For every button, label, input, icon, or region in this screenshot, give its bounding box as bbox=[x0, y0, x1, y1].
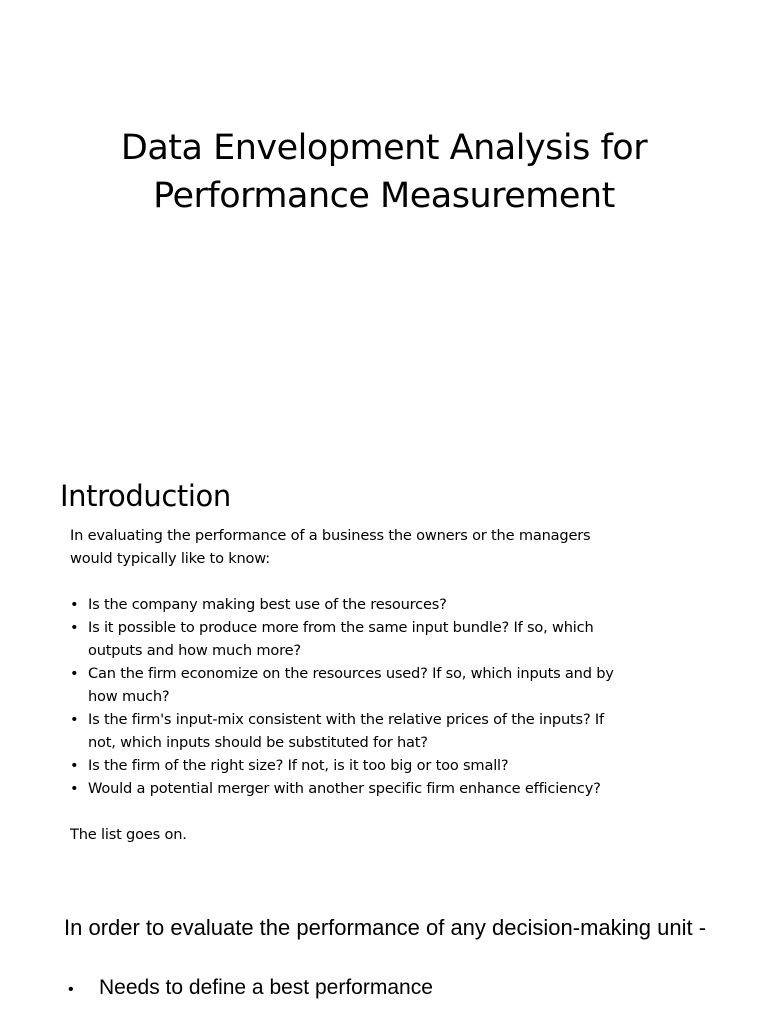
list-item-line-1: Is the company making best use of the resources? bbox=[88, 596, 447, 613]
list-item-line-1: Is it possible to produce more from the same input bundle? If so, which bbox=[88, 619, 594, 636]
intro-lead-line-1: In evaluating the performance of a business the owners or the managers bbox=[70, 527, 591, 544]
list-item bbox=[70, 754, 690, 777]
intro-lead-line-2: would typically like to know: bbox=[70, 550, 270, 567]
list-item-line-1: Is the firm's input-mix consistent with the relative prices of the inputs? If bbox=[88, 711, 604, 728]
list-item-line-1: Would a potential merger with another specific firm enhance efficiency? bbox=[88, 780, 601, 797]
next-slide-bullet bbox=[68, 973, 433, 1005]
list-item bbox=[70, 777, 690, 800]
list-item bbox=[70, 616, 690, 662]
paragraph-gap bbox=[70, 800, 690, 823]
introduction-body bbox=[70, 524, 690, 846]
list-item-line-1: Can the firm economize on the resources used? If so, which inputs and by bbox=[88, 665, 614, 682]
bullet-glyph: • bbox=[68, 981, 74, 998]
list-item-line-2: how much? bbox=[88, 688, 170, 705]
intro-closing: The list goes on. bbox=[70, 826, 187, 843]
next-slide-lead: In order to evaluate the performance of any decision-making unit - bbox=[64, 915, 707, 940]
bullet-glyph: • bbox=[70, 757, 79, 774]
bullet-glyph: • bbox=[70, 665, 79, 682]
list-item-line-1: Is the firm of the right size? If not, is it too big or too small? bbox=[88, 757, 509, 774]
list-item-line-2: not, which inputs should be substituted for hat? bbox=[88, 734, 428, 751]
slide-title-line-1: Data Envelopment Analysis for bbox=[120, 128, 648, 168]
bullet-glyph: • bbox=[70, 780, 79, 797]
next-slide-bullet-text: Needs to define a best performance bbox=[99, 976, 433, 999]
paragraph-gap bbox=[70, 570, 690, 593]
list-item bbox=[70, 593, 690, 616]
slide-title bbox=[0, 124, 768, 220]
list-item-line-2: outputs and how much more? bbox=[88, 642, 301, 659]
bullet-glyph: • bbox=[70, 711, 79, 728]
slide-title-line-2: Performance Measurement bbox=[153, 176, 615, 216]
question-list bbox=[70, 593, 690, 800]
introduction-heading: Introduction bbox=[60, 479, 231, 513]
list-item bbox=[70, 708, 690, 754]
list-item bbox=[70, 662, 690, 708]
bullet-glyph: • bbox=[70, 596, 79, 613]
bullet-glyph: • bbox=[70, 619, 79, 636]
